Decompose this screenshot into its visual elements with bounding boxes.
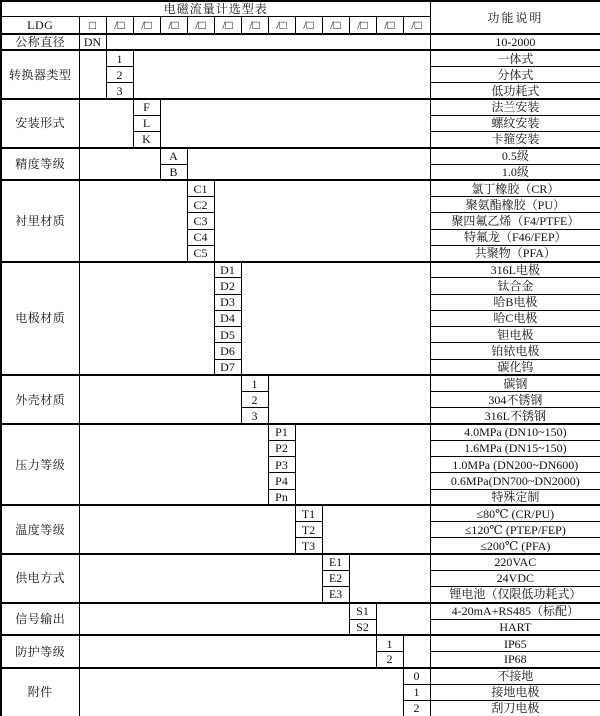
option-code: 0 [403, 668, 430, 684]
option-description: 法兰安装 [430, 99, 600, 115]
option-description: 刮刀电极 [430, 700, 600, 716]
category-label: 压力等级 [1, 424, 79, 505]
option-code: A [160, 148, 187, 164]
option-code: 3 [106, 83, 133, 99]
option-code: D2 [214, 278, 241, 294]
spacer-cell [79, 262, 214, 376]
spacer-cell [322, 505, 430, 554]
option-code: C5 [187, 245, 214, 261]
option-code: P2 [268, 440, 295, 456]
category-label: 附件 [1, 668, 79, 716]
spacer-cell [187, 148, 430, 181]
option-code: D1 [214, 262, 241, 278]
option-description: 共聚物（PFA） [430, 245, 600, 261]
option-description: 316L不锈钢 [430, 408, 600, 424]
model-code-slot: /□ [268, 16, 295, 34]
model-code-slot: /□ [295, 16, 322, 34]
option-code: Pn [268, 489, 295, 505]
option-code: T2 [295, 522, 322, 538]
option-code: P4 [268, 473, 295, 489]
model-code-slot: /□ [187, 16, 214, 34]
option-description: 220VAC [430, 554, 600, 570]
spacer-cell [241, 262, 430, 376]
option-code: D3 [214, 294, 241, 310]
model-prefix: LDG [1, 16, 79, 34]
option-description: 聚氨酯橡胶（PU） [430, 197, 600, 213]
category-label: 精度等级 [1, 148, 79, 181]
model-code-slot: /□ [106, 16, 133, 34]
option-description: 碳钢 [430, 375, 600, 391]
spacer-cell [376, 603, 430, 636]
option-code: 1 [376, 635, 403, 651]
spacer-cell [133, 50, 430, 99]
option-code: D6 [214, 343, 241, 359]
spacer-cell [79, 635, 376, 668]
option-description: 特氟龙（F46/FEP） [430, 229, 600, 245]
option-code: E2 [322, 570, 349, 586]
option-code: DN [79, 34, 106, 50]
option-code: C2 [187, 197, 214, 213]
option-code: F [133, 99, 160, 115]
model-code-slot: /□ [349, 16, 376, 34]
option-description: 铂铱电极 [430, 343, 600, 359]
option-code: 1 [106, 50, 133, 66]
option-description: 低功耗式 [430, 83, 600, 99]
option-description: 不接地 [430, 668, 600, 684]
option-code: T3 [295, 538, 322, 554]
spacer-cell [79, 505, 295, 554]
option-description: 钽电极 [430, 327, 600, 343]
option-description: ≤120℃ (PTEP/FEP) [430, 522, 600, 538]
option-code: E1 [322, 554, 349, 570]
spacer-cell [79, 554, 322, 603]
option-description: 0.5级 [430, 148, 600, 164]
option-code: 1 [241, 375, 268, 391]
spacer-cell [79, 180, 187, 261]
option-code: D7 [214, 359, 241, 375]
option-description: 螺纹安装 [430, 115, 600, 131]
option-code: 2 [376, 652, 403, 668]
option-code: D4 [214, 310, 241, 326]
option-description: 4-20mA+RS485（标配） [430, 603, 600, 619]
option-code: 2 [241, 392, 268, 408]
spacer-cell [268, 375, 430, 424]
model-code-box: □ [79, 16, 106, 34]
option-description: 氯丁橡胶（CR） [430, 180, 600, 196]
model-code-slot: /□ [376, 16, 403, 34]
option-description: 分体式 [430, 67, 600, 83]
option-description: 1.6MPa (DN15~150) [430, 440, 600, 456]
option-code: S2 [349, 619, 376, 635]
model-code-slot: /□ [133, 16, 160, 34]
option-description: 304不锈钢 [430, 392, 600, 408]
model-code-slot: /□ [160, 16, 187, 34]
category-label: 电极材质 [1, 262, 79, 376]
table-title: 电磁流量计选型表 [1, 1, 430, 16]
category-label: 公称直径 [1, 34, 79, 50]
option-description: 一体式 [430, 50, 600, 66]
spacer-cell [79, 50, 106, 99]
category-label: 信号输出 [1, 603, 79, 636]
option-code: K [133, 132, 160, 148]
spacer-cell [160, 99, 430, 148]
option-description: 锂电池（仅限低功耗式） [430, 587, 600, 603]
option-description: 1.0级 [430, 164, 600, 180]
category-label: 衬里材质 [1, 180, 79, 261]
option-code: 2 [403, 700, 430, 716]
option-description: 特殊定制 [430, 489, 600, 505]
option-code: B [160, 164, 187, 180]
option-code: T1 [295, 505, 322, 521]
option-description: 10-2000 [430, 34, 600, 50]
option-code: C3 [187, 213, 214, 229]
model-code-slot: /□ [403, 16, 430, 34]
spacer-cell [79, 424, 268, 505]
spacer-cell [79, 99, 133, 148]
option-code: 3 [241, 408, 268, 424]
option-description: 碳化钨 [430, 359, 600, 375]
option-code: C4 [187, 229, 214, 245]
option-description: 0.6MPa(DN700~DN2000) [430, 473, 600, 489]
option-description: 钛合金 [430, 278, 600, 294]
option-code: 2 [106, 67, 133, 83]
category-label: 防护等级 [1, 635, 79, 668]
category-label: 供电方式 [1, 554, 79, 603]
spacer-cell [106, 34, 430, 50]
model-code-slot: /□ [322, 16, 349, 34]
model-code-slot: /□ [241, 16, 268, 34]
option-description: 24VDC [430, 570, 600, 586]
spacer-cell [403, 635, 430, 668]
option-code: E3 [322, 587, 349, 603]
option-description: ≤80℃ (CR/PU) [430, 505, 600, 521]
category-label: 外壳材质 [1, 375, 79, 424]
spacer-cell [349, 554, 430, 603]
option-description: 哈C电极 [430, 310, 600, 326]
option-code: P1 [268, 424, 295, 440]
option-code: D5 [214, 327, 241, 343]
spacer-cell [79, 603, 349, 636]
category-label: 转换器类型 [1, 50, 79, 99]
option-description: 卡箍安装 [430, 132, 600, 148]
category-label: 安装形式 [1, 99, 79, 148]
spacer-cell [79, 375, 241, 424]
option-description: 哈B电极 [430, 294, 600, 310]
spacer-cell [295, 424, 430, 505]
option-description: IP68 [430, 652, 600, 668]
option-description: 聚四氟乙烯（F4/PTFE） [430, 213, 600, 229]
option-description: 接地电极 [430, 684, 600, 700]
option-code: S1 [349, 603, 376, 619]
function-column-header: 功能说明 [430, 1, 600, 34]
option-description: IP65 [430, 635, 600, 651]
option-description: 1.0MPa (DN200~DN600) [430, 457, 600, 473]
option-code: L [133, 115, 160, 131]
spacer-cell [214, 180, 430, 261]
option-description: HART [430, 619, 600, 635]
option-description: 4.0MPa (DN10~150) [430, 424, 600, 440]
option-code: C1 [187, 180, 214, 196]
spacer-cell [79, 148, 160, 181]
option-code: 1 [403, 684, 430, 700]
category-label: 温度等级 [1, 505, 79, 554]
option-code: P3 [268, 457, 295, 473]
option-description: ≤200℃ (PFA) [430, 538, 600, 554]
model-code-slot: /□ [214, 16, 241, 34]
spacer-cell [79, 668, 403, 716]
option-description: 316L电极 [430, 262, 600, 278]
